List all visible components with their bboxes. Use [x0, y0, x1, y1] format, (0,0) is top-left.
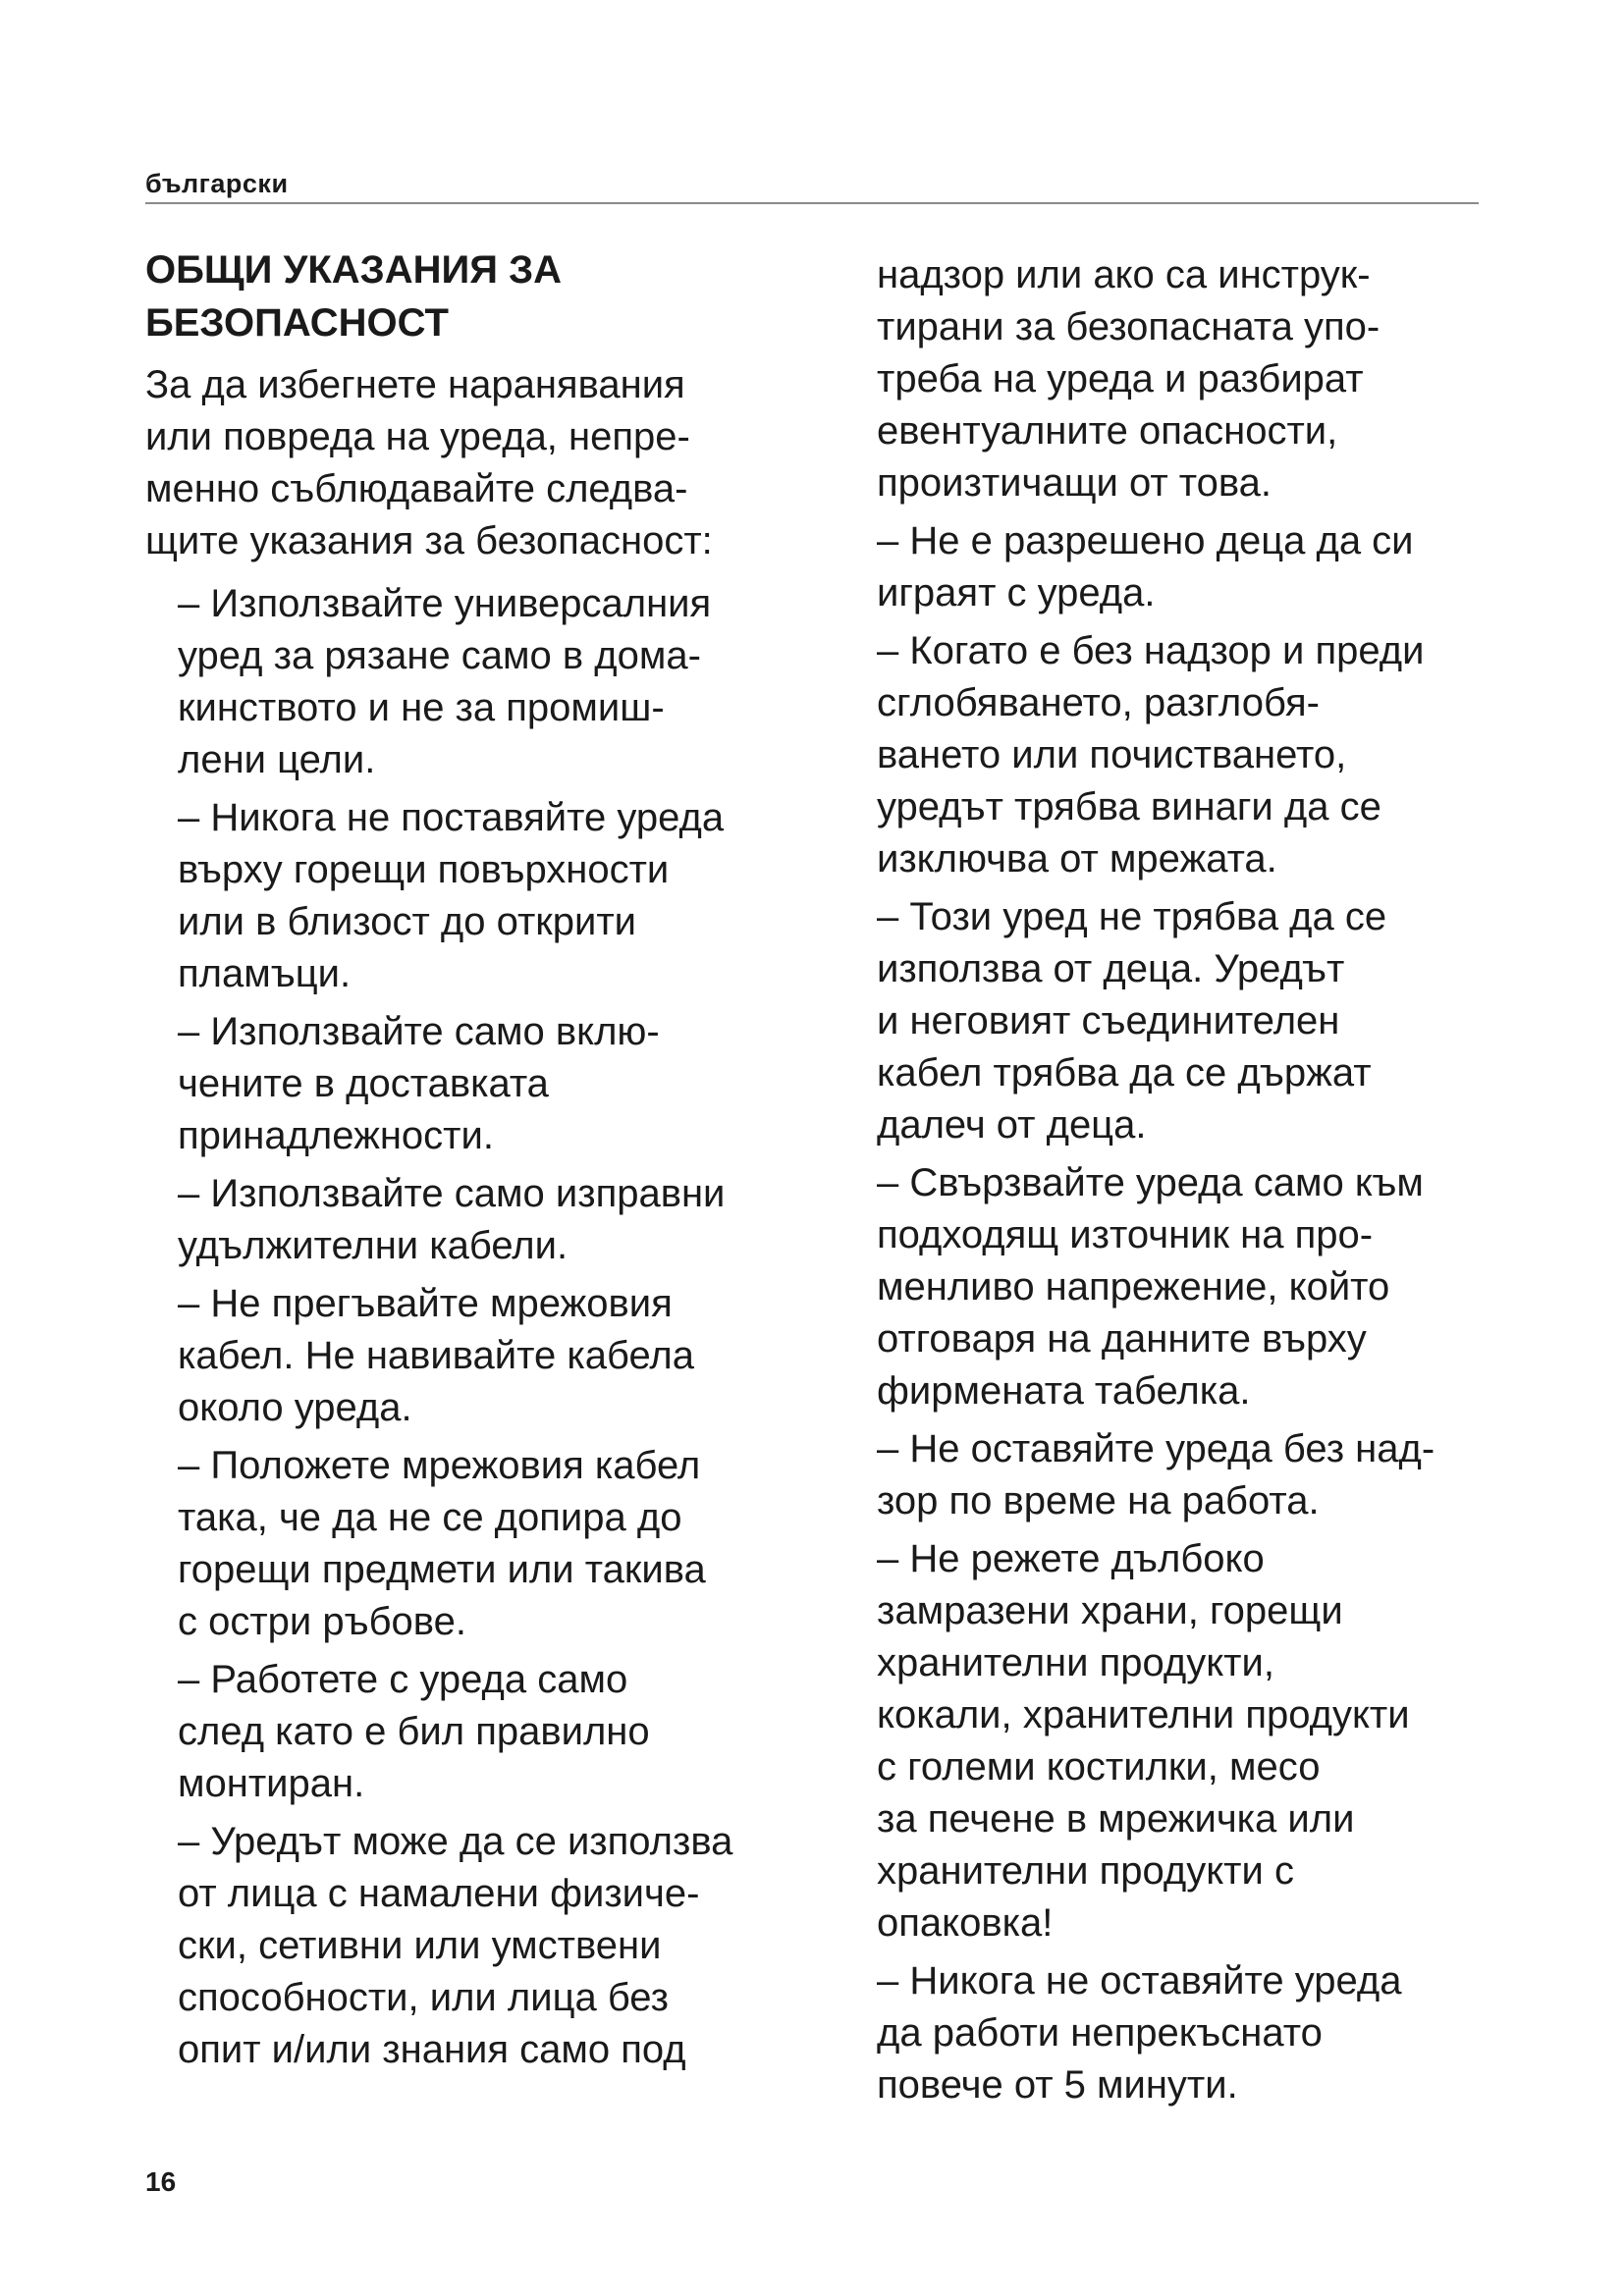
safety-instruction-item: [178, 1006, 823, 1162]
instruction-line: с големи костилки, месо: [877, 1745, 1321, 1789]
instruction-line: използва от деца. Уредът: [877, 947, 1345, 990]
instruction-line: опит и/или знания само под: [178, 2028, 686, 2071]
instruction-line: повече от 5 минути.: [877, 2063, 1238, 2107]
instruction-line: подходящ източник на про-: [877, 1213, 1374, 1256]
instruction-line: с остри ръбове.: [178, 1600, 466, 1643]
section-title-line: БЕЗОПАСНОСТ: [145, 301, 449, 345]
instruction-line: опаковка!: [877, 1901, 1054, 1945]
instruction-line: играят с уреда.: [877, 571, 1156, 614]
intro-paragraph: [145, 359, 823, 567]
instruction-line: – Използвайте само вклю-: [178, 1010, 660, 1053]
section-title: [145, 243, 823, 349]
instruction-line: – Никога не поставяйте уреда: [178, 796, 725, 839]
safety-instruction-item: [178, 578, 823, 786]
instruction-line: уред за рязане само в дома-: [178, 634, 701, 677]
instruction-line: пламъци.: [178, 952, 352, 995]
intro-line: щите указания за безопасност:: [145, 519, 713, 562]
page-number: 16: [145, 2166, 177, 2197]
section-title-line: ОБЩИ УКАЗАНИЯ ЗА: [145, 248, 563, 292]
safety-instruction-item: [877, 1955, 1505, 2111]
intro-line: За да избегнете наранявания: [145, 363, 685, 406]
instruction-line: – Не оставяйте уреда без над-: [877, 1427, 1435, 1470]
safety-instruction-item: [877, 515, 1505, 619]
continuation-line: надзор или ако са инструк-: [877, 253, 1371, 296]
instruction-line: така, че да не се допира до: [178, 1496, 682, 1539]
instruction-line: уредът трябва винаги да се: [877, 785, 1381, 828]
instruction-line: – Не е разрешено деца да си: [877, 519, 1414, 562]
instruction-line: – Този уред не трябва да се: [877, 895, 1387, 938]
header-language-label: български: [145, 169, 289, 198]
instruction-line: – Положете мрежовия кабел: [178, 1444, 701, 1487]
safety-instruction-item: [178, 792, 823, 1000]
instruction-line: горещи предмети или такива: [178, 1548, 706, 1591]
instruction-line: фирмената табелка.: [877, 1369, 1251, 1413]
safety-instruction-item: [178, 1278, 823, 1434]
instruction-line: удължителни кабели.: [178, 1224, 568, 1267]
continuation-line: произтичащи от това.: [877, 461, 1272, 505]
instruction-line: – Никога не оставяйте уреда: [877, 1959, 1402, 2002]
instruction-line: хранителни продукти,: [877, 1641, 1274, 1684]
instruction-line: кокали, хранителни продукти: [877, 1693, 1410, 1736]
safety-instruction-item: [877, 1157, 1505, 1417]
intro-line: менно съблюдавайте следва-: [145, 467, 688, 510]
instruction-line: – Не режете дълбоко: [877, 1537, 1265, 1580]
safety-instruction-item: [877, 1423, 1505, 1527]
instruction-line: кинството и не за промиш-: [178, 686, 665, 729]
instruction-line: способности, или лица без: [178, 1976, 669, 2019]
left-column: [145, 243, 823, 2082]
safety-instruction-item: [877, 625, 1505, 885]
instruction-line: – Използвайте универсалния: [178, 582, 712, 625]
instruction-line: – Уредът може да се използва: [178, 1820, 733, 1863]
instruction-line: и неговият съединителен: [877, 999, 1340, 1042]
instruction-line: или в близост до открити: [178, 900, 637, 943]
instruction-line: изключва от мрежата.: [877, 837, 1277, 881]
instruction-line: – Свързвайте уреда само към: [877, 1161, 1424, 1204]
safety-instruction-item: [178, 1168, 823, 1272]
instruction-line: – Когато е без надзор и преди: [877, 629, 1425, 672]
safety-instruction-item: [178, 1816, 823, 2076]
left-safety-list: [145, 578, 823, 2076]
instruction-line: за печене в мрежичка или: [877, 1797, 1355, 1841]
intro-line: или повреда на уреда, непре-: [145, 415, 690, 458]
instruction-line: замразени храни, горещи: [877, 1589, 1343, 1632]
instruction-line: след като е бил правилно: [178, 1710, 650, 1753]
right-safety-list: [877, 515, 1505, 2111]
safety-instruction-item: [178, 1440, 823, 1648]
instruction-line: хранителни продукти с: [877, 1849, 1294, 1893]
instruction-line: менливо напрежение, който: [877, 1265, 1390, 1308]
instruction-line: сглобяването, разглобя-: [877, 681, 1320, 724]
instruction-line: чените в доставката: [178, 1062, 549, 1105]
instruction-line: върху горещи повърхности: [178, 848, 670, 891]
safety-instruction-item: [178, 1654, 823, 1810]
instruction-line: – Работете с уреда само: [178, 1658, 628, 1701]
continuation-line: треба на уреда и разбират: [877, 357, 1364, 400]
instruction-line: кабел трябва да се държат: [877, 1051, 1372, 1095]
instruction-line: принадлежности.: [178, 1114, 494, 1157]
continuation-paragraph: [877, 249, 1505, 509]
safety-instruction-item: [877, 891, 1505, 1151]
instruction-line: далеч от деца.: [877, 1103, 1147, 1147]
instruction-line: да работи непрекъснато: [877, 2011, 1323, 2055]
instruction-line: монтиран.: [178, 1762, 365, 1805]
continuation-line: евентуалните опасности,: [877, 409, 1338, 453]
header-divider: [145, 202, 1479, 204]
instruction-line: около уреда.: [178, 1386, 412, 1429]
instruction-line: ването или почистването,: [877, 733, 1347, 776]
instruction-line: – Не прегъвайте мрежовия: [178, 1282, 673, 1325]
instruction-line: от лица с намалени физиче-: [178, 1872, 700, 1915]
instruction-line: кабел. Не навивайте кабела: [178, 1334, 694, 1377]
instruction-line: отговаря на данните върху: [877, 1317, 1367, 1361]
instruction-line: ски, сетивни или умствени: [178, 1924, 662, 1967]
safety-instruction-item: [877, 1533, 1505, 1949]
instruction-line: лени цели.: [178, 738, 376, 781]
right-column: [877, 249, 1505, 2117]
instruction-line: зор по време на работа.: [877, 1479, 1320, 1522]
continuation-line: тирани за безопасната упо-: [877, 305, 1380, 348]
instruction-line: – Използвайте само изправни: [178, 1172, 726, 1215]
